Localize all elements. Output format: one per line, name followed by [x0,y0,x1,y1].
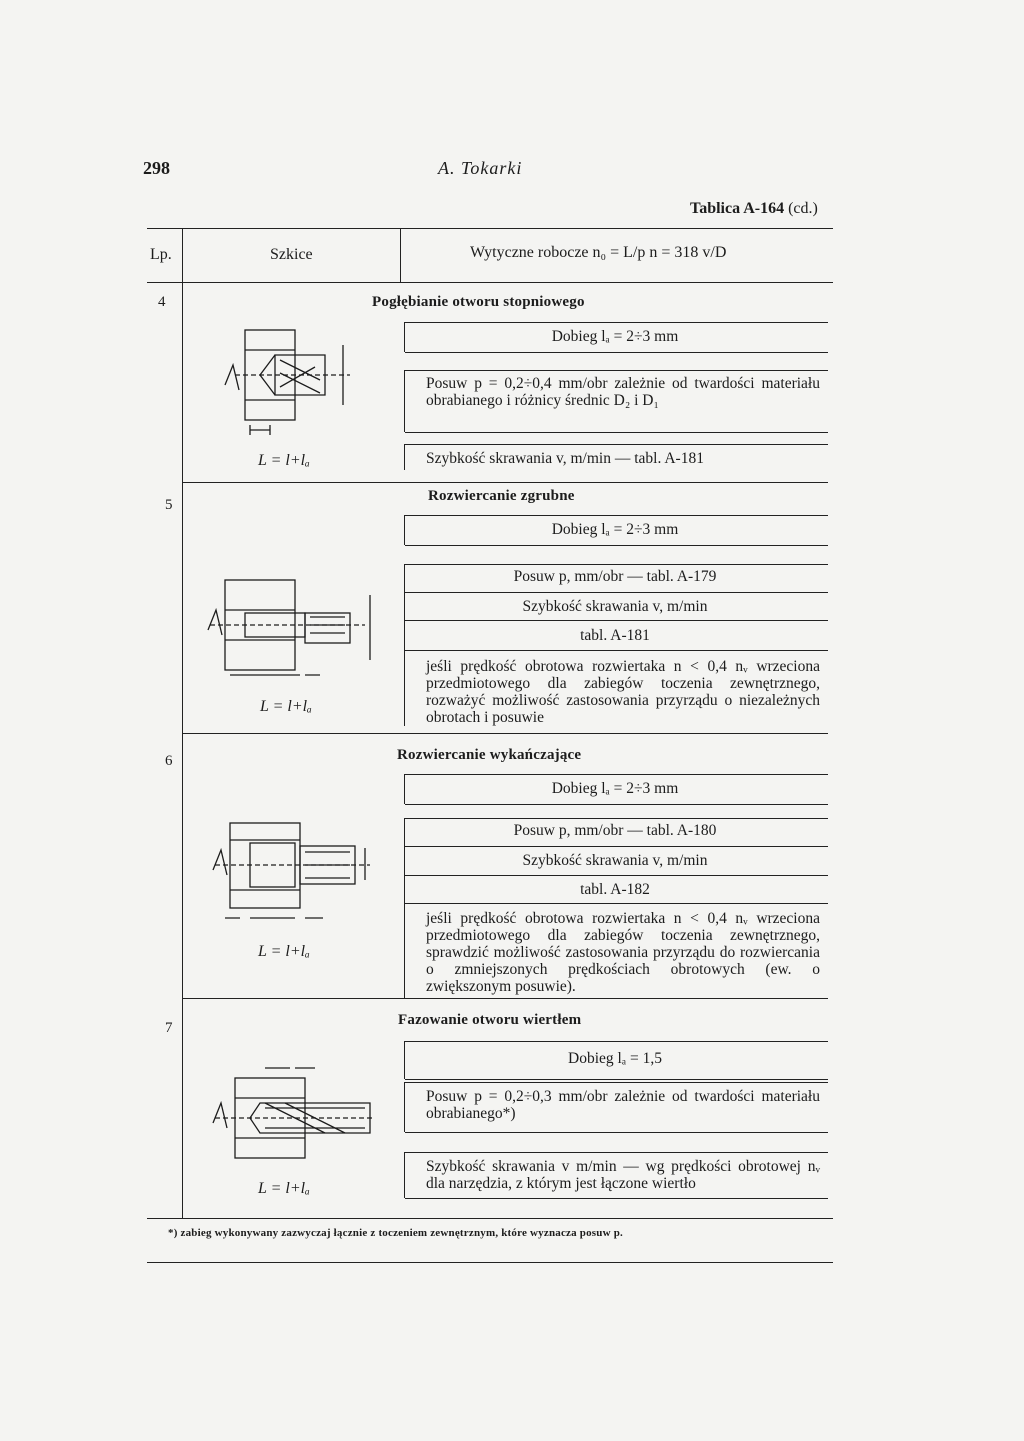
cell-rule [405,592,828,593]
cell-rule [404,1152,405,1198]
cell-rule [405,818,828,819]
table-top-rule [147,228,833,229]
cell-rule [404,444,405,470]
row-title: Rozwiercanie zgrubne [428,488,575,504]
counterbore-sketch [215,325,365,445]
table-caption-label: Tablica A-164 [690,200,785,217]
cell-rule [405,444,828,445]
cell-rule [405,352,828,353]
cell-table-ref: tabl. A-181 [580,627,650,644]
cell-posuw: Posuw p, mm/obr — tabl. A-180 [513,822,717,839]
cell-rule [405,564,828,565]
cell-rule [405,620,828,621]
cell-szybkosc: Szybkość skrawania v, m/min — tabl. A-181 [426,450,704,467]
cell-dobieg: Dobieg lₐ = 2÷3 mm [551,328,679,345]
row-number: 7 [165,1020,173,1036]
row-formula: L = l+lₐ [260,698,312,715]
row-number: 5 [165,497,173,513]
cell-rule [405,1198,828,1199]
cell-rule [405,1082,828,1083]
cell-rule [405,370,828,371]
row-number: 6 [165,753,173,769]
cell-rule [404,1082,405,1132]
cell-rule [405,322,828,323]
cell-posuw: Posuw p = 0,2÷0,4 mm/obr zależnie od twardości materiału obrabianego i różnicy średnic D₂ i D₁ [426,375,820,409]
header-column-divider [400,228,401,282]
table-caption [690,200,818,218]
row-number: 4 [158,294,166,310]
header-sketches: Szkice [270,246,313,263]
cell-rule [405,804,828,805]
cell-posuw: Posuw p = 0,2÷0,3 mm/obr zależnie od twardości materiału obrabianego*) [426,1088,820,1122]
cell-rule [405,650,828,651]
row-divider [182,482,828,483]
finish-reaming-sketch [205,818,380,933]
cell-szybkosc: Szybkość skrawania v, m/min [522,852,708,869]
rough-reaming-sketch [200,575,380,690]
cell-rule [404,774,405,804]
cell-rule [405,1079,828,1080]
row-formula: L = l+lₐ [258,452,310,469]
row-title: Fazowanie otworu wiertłem [398,1012,582,1028]
row-divider [182,998,828,999]
cell-rule [404,1041,405,1079]
cell-rule [405,846,828,847]
table-header-rule [147,282,833,283]
cell-rule [405,774,828,775]
cell-szybkosc: Szybkość skrawania v, m/min [522,598,708,615]
lp-column-divider [182,228,183,1218]
row-divider [182,733,828,734]
row-formula: L = l+lₐ [258,1180,310,1197]
chamfering-sketch [205,1058,380,1173]
cell-rule [405,875,828,876]
cell-dobieg: Dobieg lₐ = 1,5 [568,1050,662,1067]
page-number: 298 [143,158,170,178]
cell-note: jeśli prędkość obrotowa rozwiertaka n < 0,4 nᵥ wrzeciona przedmiotowego dla zabiegów toczenia zewnętrznego, sprawdzić możliwość zastosowania przyrządu do rozwiercania o zmniejszonych prędkościach obrotowych (ew. o zwiększonym posuwie). [426,910,820,995]
running-head-author: A. Tokarki [438,158,523,178]
row-title: Rozwiercanie wykańczające [397,747,582,763]
cell-dobieg: Dobieg lₐ = 2÷3 mm [551,780,679,797]
cell-note: jeśli prędkość obrotowa rozwiertaka n < 0,4 nᵥ wrzeciona przedmiotowego dla zabiegów toczenia zewnętrznego, rozważyć możliwość zastosowania przyrządu o niezależnych obrotach i posuwie [426,658,820,726]
cell-rule [404,370,405,432]
header-lp: Lp. [150,246,172,263]
cell-rule [404,322,405,352]
cell-rule [405,545,828,546]
table-caption-suffix: (cd.) [788,200,818,217]
cell-rule [405,1152,828,1153]
footnote: *) zabieg wykonywany zazwyczaj łącznie z toczeniem zewnętrznym, które wyznacza posuw p. [168,1227,623,1239]
cell-szybkosc: Szybkość skrawania v m/min — wg prędkości obrotowej nᵥ dla narzędzia, z którym jest łączone wiertło [426,1158,820,1192]
cell-rule [404,818,405,998]
cell-rule [404,515,405,545]
header-guidelines: Wytyczne robocze n₀ = L/p n = 318 v/D [470,244,727,261]
cell-rule [405,1041,828,1042]
cell-rule [405,903,828,904]
cell-table-ref: tabl. A-182 [580,881,650,898]
table-bottom-rule [147,1262,833,1263]
row-title: Pogłębianie otworu stopniowego [372,294,585,310]
cell-dobieg: Dobieg lₐ = 2÷3 mm [551,521,679,538]
cell-rule [405,515,828,516]
cell-posuw: Posuw p, mm/obr — tabl. A-179 [513,568,717,585]
cell-rule [405,432,828,433]
cell-rule [405,1132,828,1133]
footnote-rule [147,1218,833,1219]
cell-rule [404,564,405,726]
row-formula: L = l+lₐ [258,943,310,960]
